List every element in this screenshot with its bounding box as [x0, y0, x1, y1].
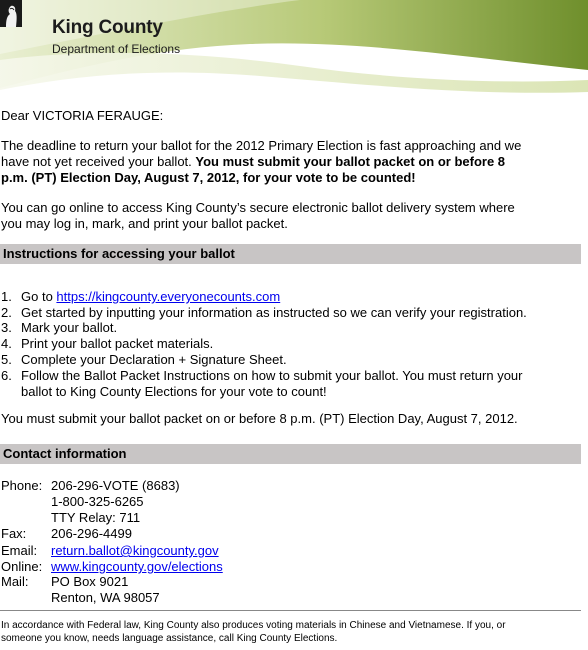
- list-item: [0, 352, 287, 368]
- list-text: Get started by inputting your information as instructed so we can verify your registration.: [21, 305, 527, 320]
- list-number: 4.: [1, 336, 12, 351]
- fax-number: 206-296-4499: [51, 526, 132, 541]
- deadline-paragraph-line1: The deadline to return your ballot for the 2012 Primary Election is fast approaching and we: [1, 138, 522, 153]
- list-item: [0, 289, 280, 305]
- fax-label: Fax:: [1, 526, 27, 541]
- phone-number: 206-296-VOTE (8683): [51, 478, 180, 493]
- list-item: [0, 305, 527, 321]
- list-item: [0, 320, 117, 336]
- language-assistance-note: [1, 619, 581, 645]
- closing-reminder: You must submit your ballot packet on or before 8 p.m. (PT) Election Day, August 7, 2012.: [1, 411, 518, 426]
- mail-city: Renton, WA 98057: [51, 590, 160, 605]
- list-item-continuation: ballot to King County Elections for your vote to count!: [21, 384, 327, 399]
- list-number: 5.: [1, 352, 12, 367]
- website-link[interactable]: www.kingcounty.gov/elections: [51, 559, 223, 574]
- footer-divider: [0, 610, 581, 611]
- phone-label: Phone:: [1, 478, 43, 493]
- mail-label: Mail:: [1, 574, 29, 589]
- email-label: Email:: [1, 543, 38, 558]
- deadline-paragraph-line2: [1, 154, 586, 170]
- instructions-heading: Instructions for accessing your ballot: [0, 244, 581, 264]
- greeting: Dear VICTORIA FERAUGE:: [1, 108, 164, 123]
- online-access-line2: you may log in, mark, and print your ballot packet.: [1, 216, 288, 231]
- online-label: Online:: [1, 559, 43, 574]
- mail-po-box: PO Box 9021: [51, 574, 129, 589]
- list-text: Follow the Ballot Packet Instructions on how to submit your ballot. You must return your: [21, 368, 523, 383]
- list-text: Complete your Declaration + Signature Sheet.: [21, 352, 287, 367]
- contact-heading: Contact information: [0, 444, 581, 464]
- department-name: Department of Elections: [52, 42, 181, 56]
- list-item: [0, 368, 522, 384]
- king-county-logo-icon: [0, 0, 22, 27]
- footer-line: someone you know, needs language assistance, call King County Elections.: [1, 633, 338, 644]
- deadline-bold-text-2: p.m. (PT) Election Day, August 7, 2012, for your vote to be counted!: [1, 170, 416, 185]
- list-number: 2.: [1, 305, 12, 320]
- deadline-normal-text: have not yet received your ballot.: [1, 154, 196, 169]
- email-link[interactable]: return.ballot@kingcounty.gov: [51, 543, 219, 558]
- org-name: King County: [52, 17, 163, 38]
- header-banner: [0, 0, 588, 96]
- phone-tollfree: 1-800-325-6265: [51, 494, 144, 509]
- list-text: Print your ballot packet materials.: [21, 336, 214, 351]
- list-number: 3.: [1, 320, 12, 335]
- list-item: [0, 336, 213, 352]
- deadline-bold-text: You must submit your ballot packet on or before 8: [195, 154, 506, 169]
- footer-line: In accordance with Federal law, King County also produces voting materials in Chinese and Vietnamese. If you, or: [1, 620, 506, 631]
- tty-relay: TTY Relay: 711: [51, 510, 141, 525]
- list-text: Mark your ballot.: [21, 320, 118, 335]
- online-access-line1: You can go online to access King County’s secure electronic ballot delivery system where: [1, 200, 515, 215]
- deadline-paragraph-line3: [1, 170, 586, 186]
- list-text: Go to: [21, 289, 57, 304]
- list-number: 6.: [1, 368, 12, 383]
- ballot-site-link[interactable]: https://kingcounty.everyonecounts.com: [56, 289, 281, 304]
- list-number: 1.: [1, 289, 12, 304]
